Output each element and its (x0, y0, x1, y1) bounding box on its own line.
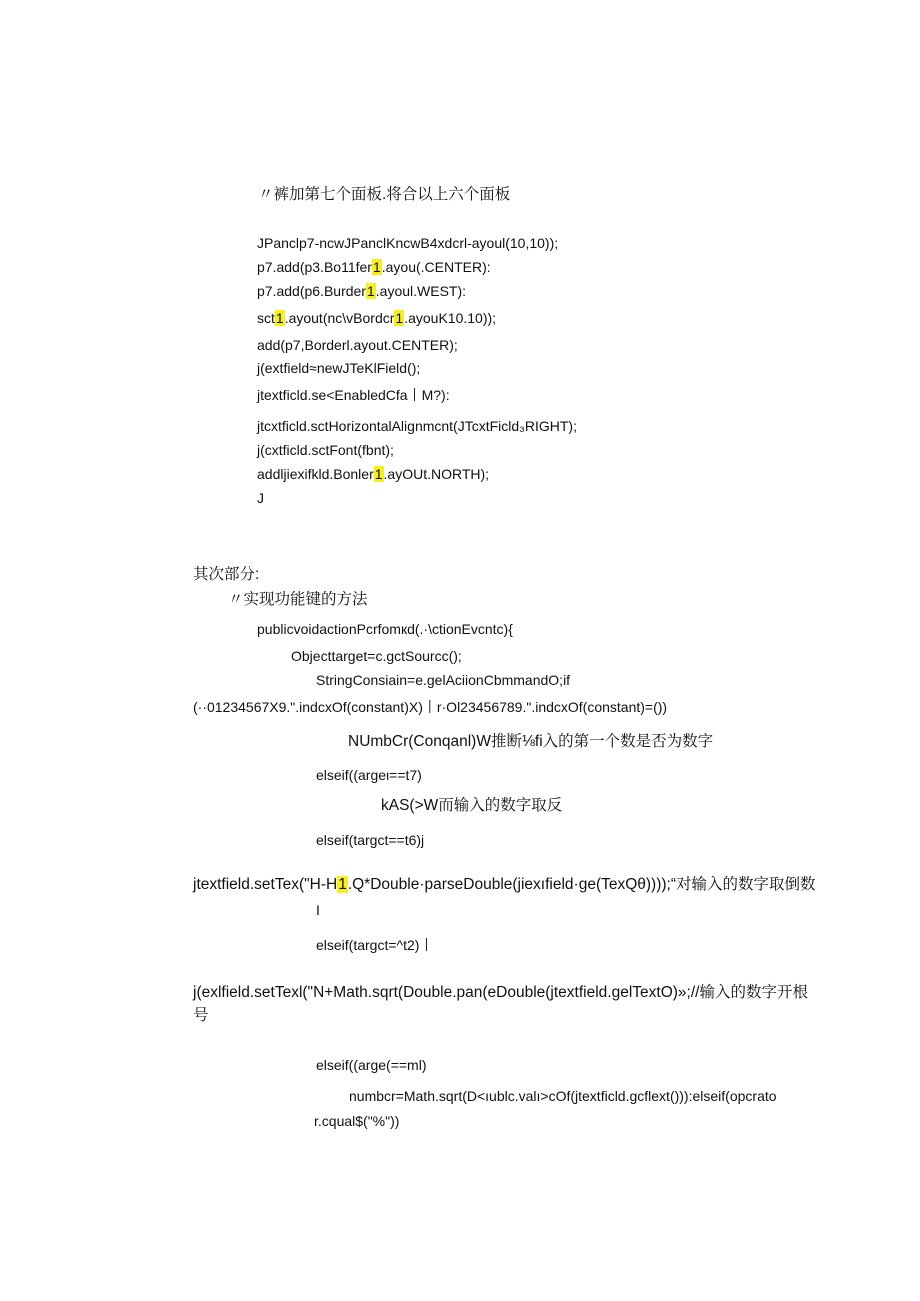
code-line: j(cxtficld.sctFont(fbnt); (257, 442, 394, 458)
code-line: addljiexifkld.Bonler1.ayOUt.NORTH); (257, 466, 490, 482)
code-line: elseif(targct=^t2)丨 (316, 937, 434, 953)
code-line: j(extfield≈newJTeKlField(); (257, 360, 421, 376)
code-line: p7.add(p3.Bo11fer1.ayou(.CENTER): (257, 259, 491, 275)
code-line: kAS(>W而输入的数字取反 (381, 797, 563, 814)
code-line: J (257, 490, 264, 506)
code-line: elseif((argeι==t7) (316, 767, 422, 783)
code-line: jtextfield.setTex("H-H1.Q*Double·parseDouble(jiexıfield·ge(TexQθ))));“对输入的数字取倒数 (193, 876, 816, 893)
code-line: I (316, 902, 320, 918)
code-line: p7.add(p6.Burder1.ayoul.WEST): (257, 283, 467, 299)
code-line: (··01234567X9.".indcxOf(constant)X)丨r·Ol23456789.".indcxOf(constant)=()) (193, 699, 668, 715)
code-line: publicvoidactionPcrfomкd(.·\ctionEvcntc){ (257, 621, 513, 637)
code-comment: 〃实现功能键的方法 (228, 591, 368, 608)
code-line: elseif((arge(==ml) (316, 1057, 427, 1073)
code-line: NUmbCr(Conqanl)W推断⅛fi入的第一个数是否为数字 (348, 733, 714, 750)
code-line: Objecttarget=c.gctSourcc(); (291, 648, 462, 664)
code-line: elseif(targct==t6)j (316, 832, 425, 848)
code-line: jtextficld.se<EnabledCfa丨M?): (257, 387, 450, 403)
code-line: j(exlfield.setTexl("N+Math.sqrt(Double.pan(eDouble(jtextfield.gelTextO)»;//输入的数字开根 (193, 984, 808, 1001)
section-heading: 其次部分: (193, 566, 260, 583)
code-line: jtcxtficld.sctHorizontalAlignmcnt(JTcxtFicld₃RIGHT); (257, 418, 577, 434)
code-line: numbcr=Math.sqrt(D<ıublc.valı>cOf(jtextficld.gcflext())):elseif(opcrato (349, 1088, 777, 1104)
code-line: sct1.ayout(nc\vBordcr1.ayouK10.10)); (257, 310, 497, 326)
code-comment: 〃裤加第七个面板.将合以上六个面板 (258, 186, 511, 203)
code-line: JPanclp7-ncwJPanclKncwB4xdcrl-ayoul(10,10)); (257, 235, 559, 251)
code-line: 号 (193, 1007, 209, 1024)
code-line: add(p7,Borderl.ayout.CENTER); (257, 337, 458, 353)
code-line: r.cqual$("%")) (314, 1113, 400, 1129)
code-line: StringConsiain=e.gelAciionCbmmandO;if (316, 672, 571, 688)
